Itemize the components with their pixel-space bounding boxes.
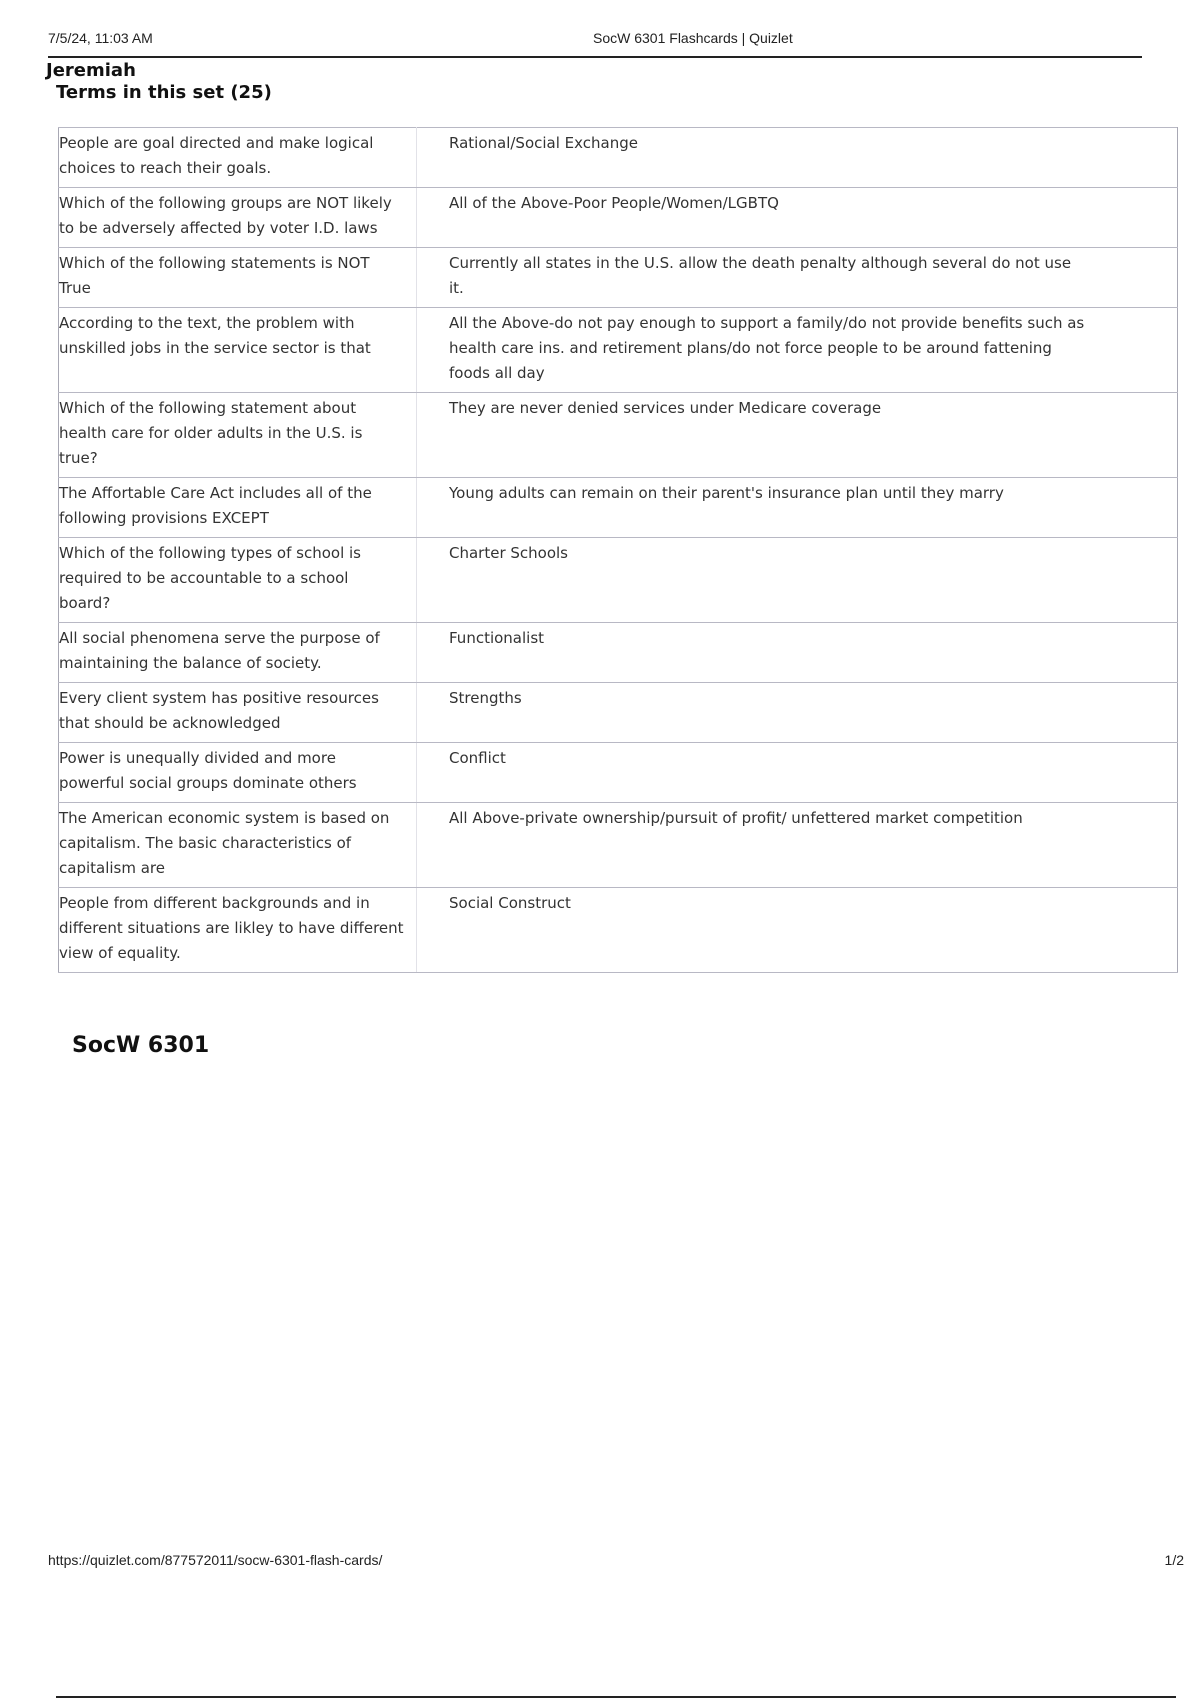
term-row [59, 248, 1178, 308]
term-row [59, 888, 1178, 973]
print-document-title: SocW 6301 Flashcards | Quizlet [593, 30, 793, 46]
term-text: All social phenomena serve the purpose of maintaining the balance of society. [59, 623, 417, 683]
header-divider [48, 56, 1142, 58]
definition-text: Conflict [417, 743, 1178, 803]
terms-heading: Terms in this set (25) [56, 82, 272, 103]
page-url: https://quizlet.com/877572011/socw-6301-flash-cards/ [48, 1552, 383, 1568]
definition-text: All the Above-do not pay enough to support a family/do not provide benefits such as health care ins. and retirement plans/do not force people to be around fattening foods all day [417, 308, 1178, 393]
term-text: Which of the following statements is NOT True [59, 248, 417, 308]
term-row [59, 683, 1178, 743]
set-title: SocW 6301 [72, 1033, 210, 1058]
definition-text: All Above-private ownership/pursuit of profit/ unfettered market competition [417, 803, 1178, 888]
term-row [59, 743, 1178, 803]
definition-text: Charter Schools [417, 538, 1178, 623]
term-text: Every client system has positive resources that should be acknowledged [59, 683, 417, 743]
author-name: Jeremiah [46, 60, 136, 81]
term-text: Power is unequally divided and more powerful social groups dominate others [59, 743, 417, 803]
definition-text: Young adults can remain on their parent's insurance plan until they marry [417, 478, 1178, 538]
term-row [59, 393, 1178, 478]
definition-text: Currently all states in the U.S. allow the death penalty although several do not use it. [417, 248, 1178, 308]
definition-text: Social Construct [417, 888, 1178, 973]
footer-divider [56, 1696, 1176, 1698]
term-row [59, 478, 1178, 538]
definition-text: They are never denied services under Medicare coverage [417, 393, 1178, 478]
term-row [59, 308, 1178, 393]
term-row [59, 188, 1178, 248]
term-text: According to the text, the problem with unskilled jobs in the service sector is that [59, 308, 417, 393]
terms-table [58, 127, 1178, 973]
terms-list [59, 128, 1178, 973]
definition-text: All of the Above-Poor People/Women/LGBTQ [417, 188, 1178, 248]
term-text: Which of the following types of school is required to be accountable to a school board? [59, 538, 417, 623]
term-text: The American economic system is based on capitalism. The basic characteristics of capitalism are [59, 803, 417, 888]
page-number: 1/2 [1164, 1552, 1184, 1568]
definition-text: Rational/Social Exchange [417, 128, 1178, 188]
term-text: People are goal directed and make logical choices to reach their goals. [59, 128, 417, 188]
print-date-time: 7/5/24, 11:03 AM [48, 30, 153, 46]
term-text: Which of the following statement about health care for older adults in the U.S. is true? [59, 393, 417, 478]
definition-text: Functionalist [417, 623, 1178, 683]
term-row [59, 623, 1178, 683]
term-text: Which of the following groups are NOT likely to be adversely affected by voter I.D. laws [59, 188, 417, 248]
definition-text: Strengths [417, 683, 1178, 743]
term-row [59, 538, 1178, 623]
term-text: People from different backgrounds and in different situations are likley to have different view of equality. [59, 888, 417, 973]
term-row [59, 128, 1178, 188]
term-row [59, 803, 1178, 888]
term-text: The Affortable Care Act includes all of the following provisions EXCEPT [59, 478, 417, 538]
